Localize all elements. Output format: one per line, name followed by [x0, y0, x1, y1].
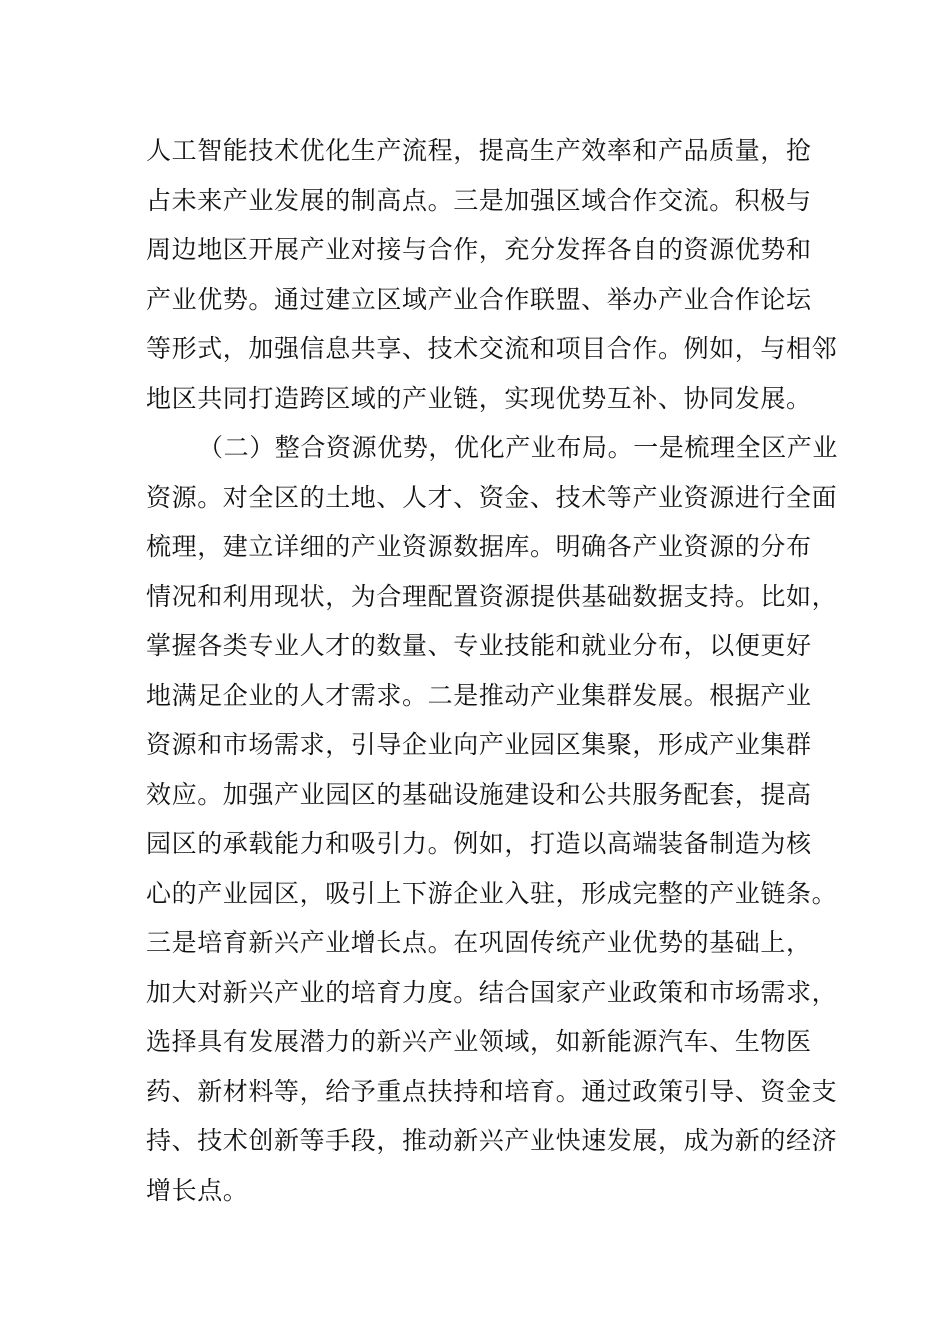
text-line: 人工智能技术优化生产流程，提高生产效率和产品质量，抢	[146, 136, 812, 165]
text-line: 掌握各类专业人才的数量、专业技能和就业分布，以便更好	[146, 631, 812, 660]
text-line: 选择具有发展潜力的新兴产业领域，如新能源汽车、生物医	[146, 1027, 812, 1056]
text-line: 资源。对全区的土地、人才、资金、技术等产业资源进行全面	[146, 482, 838, 512]
body-text	[146, 126, 839, 1215]
text-line: 心的产业园区，吸引上下游企业入驻，形成完整的产业链条。	[146, 878, 838, 908]
text-line: 药、新材料等，给予重点扶持和培育。通过政策引导、资金支	[146, 1076, 838, 1106]
text-line: 情况和利用现状，为合理配置资源提供基础数据支持。比如，	[146, 581, 838, 611]
text-line: 效应。加强产业园区的基础设施建设和公共服务配套，提高	[146, 779, 812, 809]
text-line: 增长点。	[146, 1175, 249, 1205]
text-line: 地满足企业的人才需求。二是推动产业集群发展。根据产业	[146, 680, 812, 710]
section-heading-line: （二）整合资源优势，优化产业布局。一是梳理全区产业	[198, 433, 839, 462]
text-line: 持、技术创新等手段，推动新兴产业快速发展，成为新的经济	[146, 1126, 838, 1155]
text-line: 产业优势。通过建立区域产业合作联盟、举办产业合作论坛	[146, 284, 812, 314]
text-line: 周边地区开展产业对接与合作，充分发挥各自的资源优势和	[146, 235, 812, 264]
text-line: 园区的承载能力和吸引力。例如，打造以高端装备制造为核	[146, 829, 812, 858]
text-line: 加大对新兴产业的培育力度。结合国家产业政策和市场需求，	[146, 977, 838, 1007]
text-line: 梳理，建立详细的产业资源数据库。明确各产业资源的分布	[146, 532, 812, 561]
text-line: 等形式，加强信息共享、技术交流和项目合作。例如，与相邻	[146, 334, 838, 363]
text-line: 资源和市场需求，引导企业向产业园区集聚，形成产业集群	[146, 730, 812, 759]
text-line: 占未来产业发展的制高点。三是加强区域合作交流。积极与	[146, 185, 812, 215]
text-line: 三是培育新兴产业增长点。在巩固传统产业优势的基础上，	[146, 928, 812, 957]
text-line: 地区共同打造跨区域的产业链，实现优势互补、协同发展。	[146, 383, 812, 413]
